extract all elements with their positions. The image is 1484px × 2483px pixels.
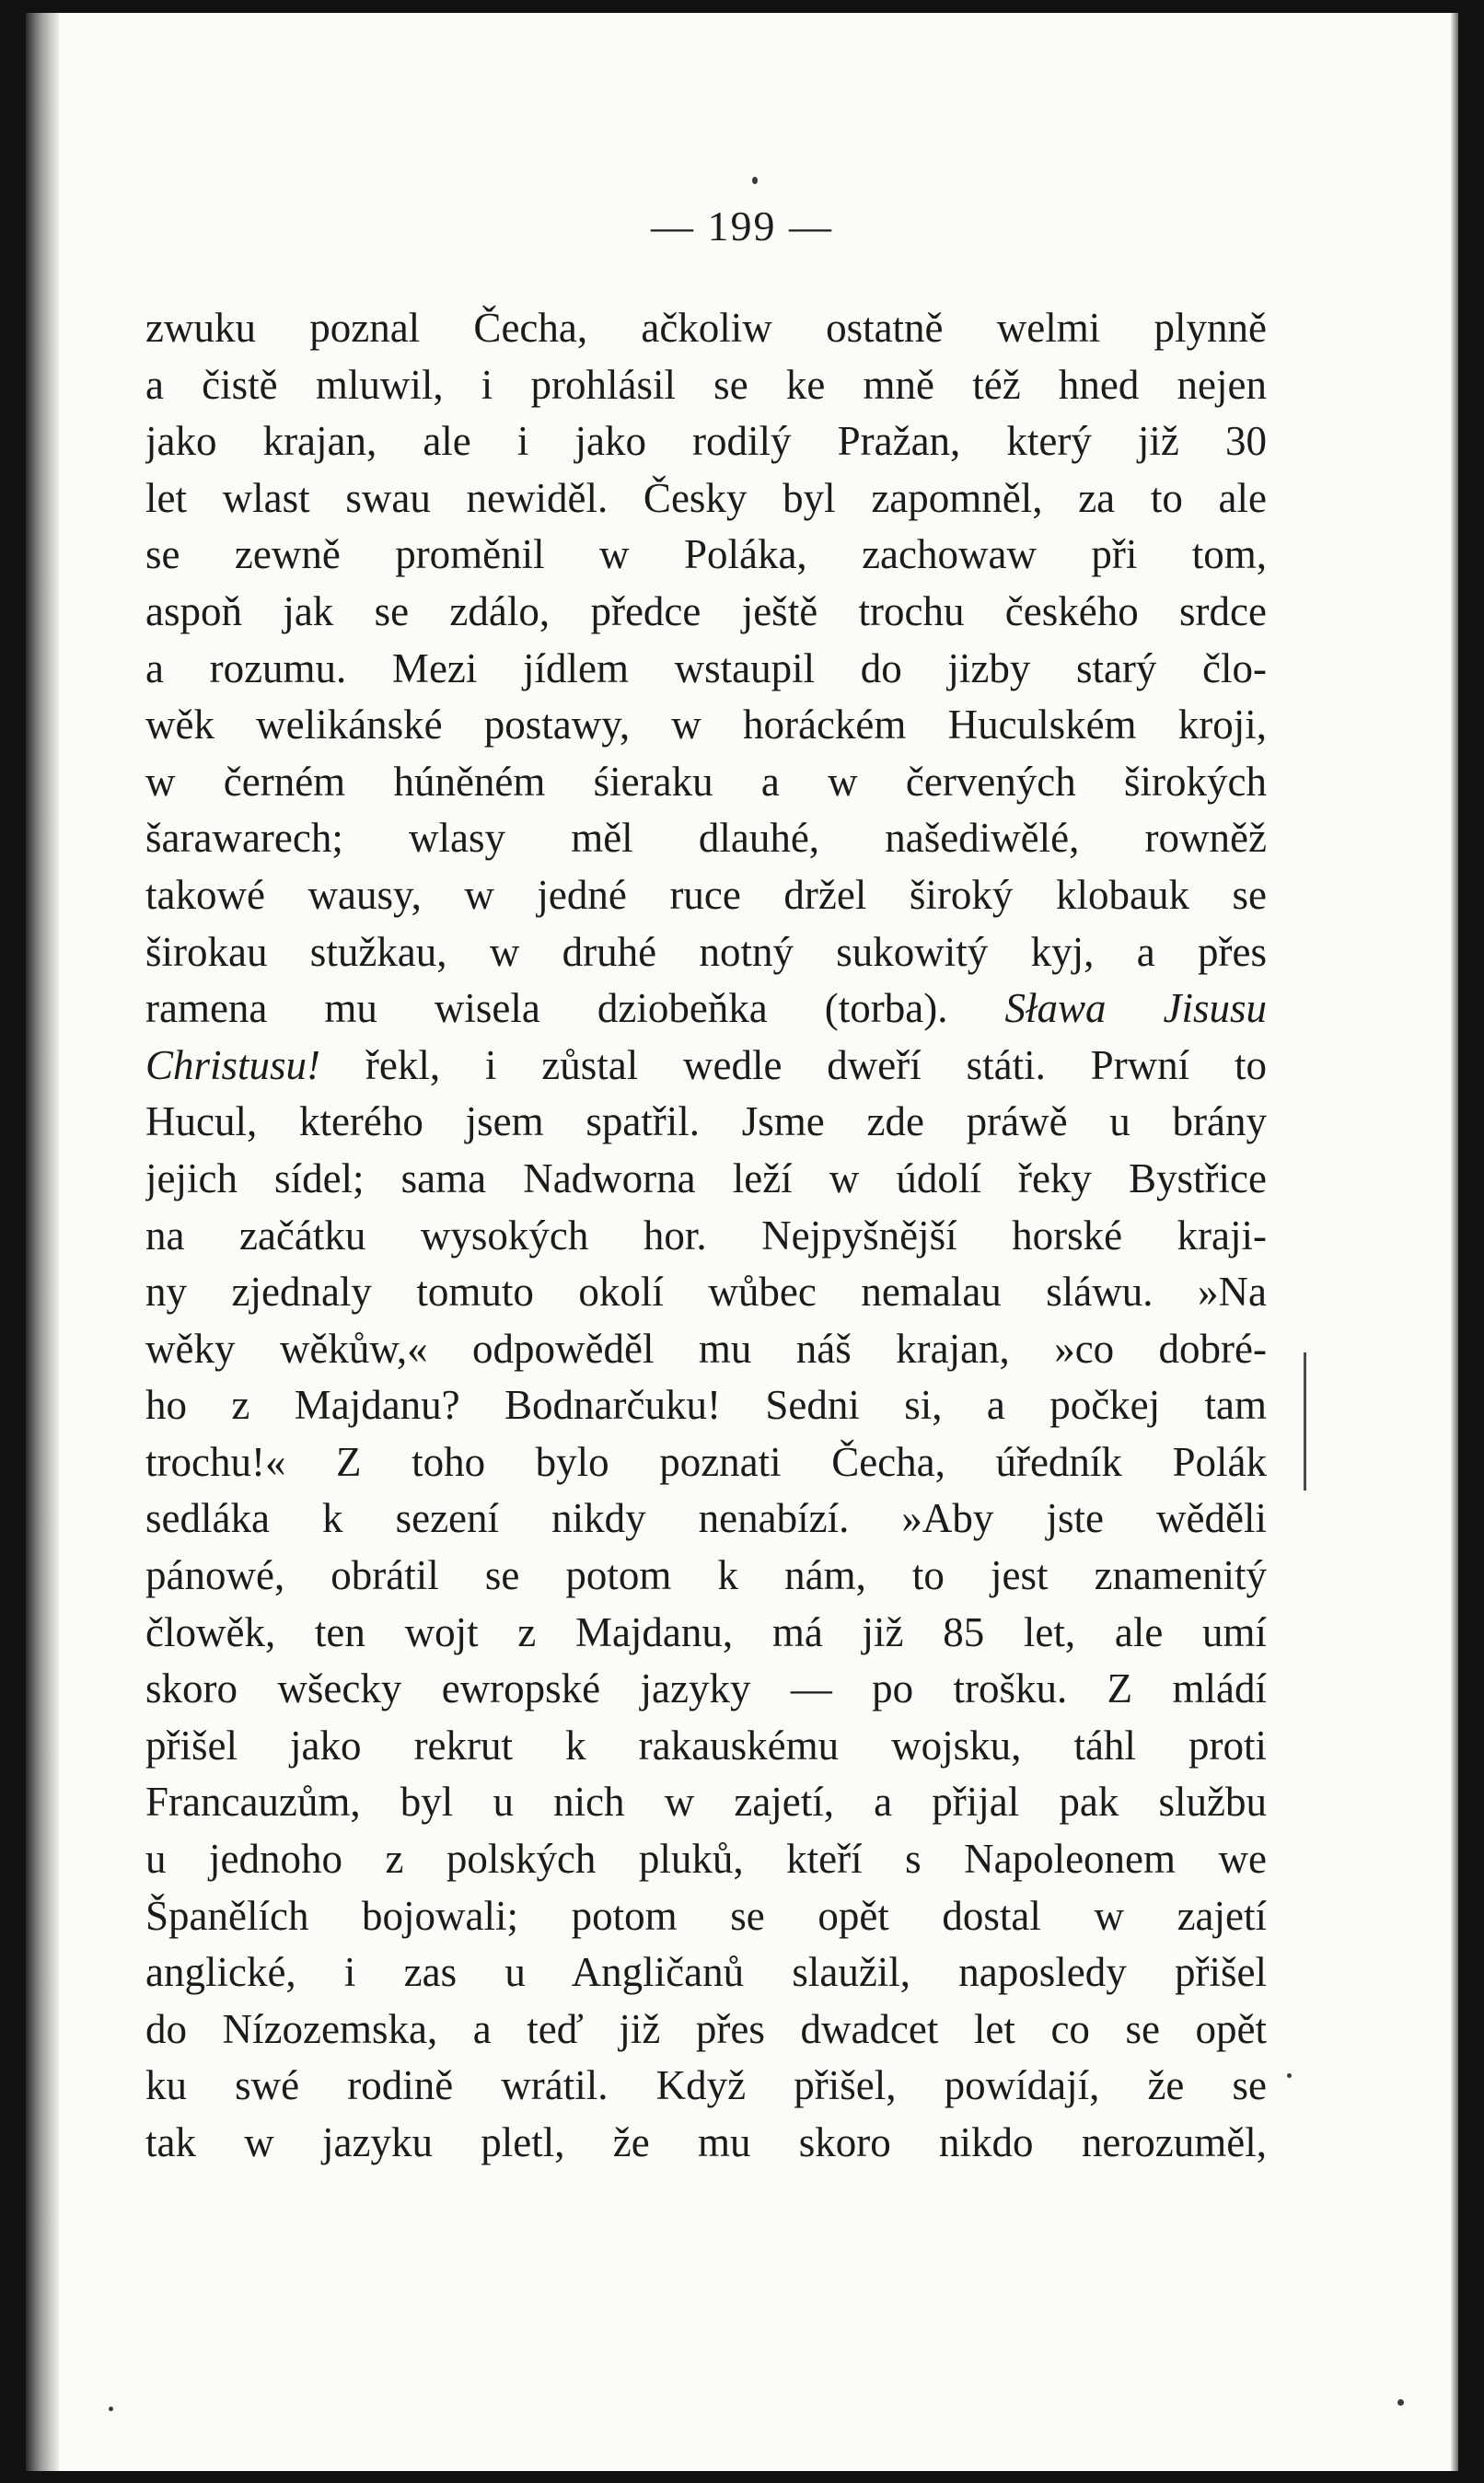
italic-phrase: Christusu! <box>145 1041 321 1088</box>
text-line: let wlast swau newiděl. Česky byl zapomněl, za to ale <box>145 474 1267 521</box>
page-edge <box>1451 13 1458 2471</box>
text-line: na začátku wysokých hor. Nejpyšnější horské kraji- <box>145 1212 1267 1259</box>
text-line: ramena mu wisela dziobeňka (torba). Sława Jisusu <box>145 985 1267 1032</box>
text-line: aspoň jak se zdálo, předce ještě trochu českého srdce <box>145 587 1267 634</box>
text-line: wěky wěkůw,« odpowěděl mu náš krajan, »co dobré- <box>145 1325 1267 1372</box>
text-line: šarawarech; wlasy měl dlauhé, našediwělé, rowněž <box>145 815 1267 862</box>
text-line: trochu!« Z toho bylo poznati Čecha, úředník Polák <box>145 1438 1267 1485</box>
page-number-header: — 199 — <box>651 203 833 249</box>
text-line: a čistě mluwil, i prohlásil se ke mně též hned nejen <box>145 361 1267 408</box>
book-page <box>26 13 1458 2471</box>
text-line: w černém húněném śieraku a w červených širokých <box>145 758 1267 805</box>
gutter-shadow <box>26 13 59 2471</box>
text-line: sedláka k sezení nikdy nenabízí. »Aby jste wěděli <box>145 1495 1267 1542</box>
text-line: takowé wausy, w jedné ruce držel široký klobauk se <box>145 871 1267 918</box>
print-speck <box>109 2407 113 2411</box>
text-line: jako krajan, ale i jako rodilý Pražan, který již 30 <box>145 418 1267 465</box>
text-line: u jednoho z polských pluků, kteří s Napoleonem we <box>145 1836 1267 1883</box>
text-line: do Nízozemska, a teď již přes dwadcet let co se opět <box>145 2005 1267 2052</box>
text-line: se zewně proměnil w Poláka, zachowaw při tom, <box>145 531 1267 578</box>
text-line: zwuku poznal Čecha, ačkoliw ostatně welmi plynně <box>145 305 1267 351</box>
text-line: Christusu! řekl, i zůstal wedle dweří státi. Prwní to <box>145 1041 1267 1088</box>
text-line: ku swé rodině wrátil. Když přišel, powídají, že se <box>145 2062 1267 2109</box>
text-line: skoro wšecky ewropské jazyky — po trošku. Z mládí <box>145 1665 1267 1712</box>
text-line: přišel jako rekrut k rakauskému wojsku, táhl proti <box>145 1722 1267 1769</box>
print-speck <box>1287 2073 1292 2078</box>
text-line: tak w jazyku pletl, že mu skoro nikdo nerozuměl, <box>145 2119 1267 2165</box>
text-line: anglické, i zas u Angličanů slaužil, naposledy přišel <box>145 1949 1267 1996</box>
text-line: člowěk, ten wojt z Majdanu, má již 85 let, ale umí <box>145 1608 1267 1655</box>
italic-phrase: Sława Jisusu <box>1004 985 1267 1032</box>
text-line: jejich sídel; sama Nadworna leží w údolí řeky Bystřice <box>145 1154 1267 1201</box>
text-line: Francauzům, byl u nich w zajetí, a přijal pak službu <box>145 1779 1267 1826</box>
text-line: Hucul, kterého jsem spatřil. Jsme zde práwě u brány <box>145 1098 1267 1145</box>
text-line: pánowé, obrátil se potom k nám, to jest znamenitý <box>145 1552 1267 1599</box>
print-speck <box>752 177 758 184</box>
text-line: Španělích bojowali; potom se opět dostal w zajetí <box>145 1892 1267 1939</box>
text-line: širokau stužkau, w druhé notný sukowitý kyj, a přes <box>145 928 1267 975</box>
text-line: ny zjednaly tomuto okolí wůbec nemalau sláwu. »Na <box>145 1269 1267 1316</box>
print-speck <box>1397 2399 1404 2406</box>
text-line: wěk welikánské postawy, w horáckém Huculském kroji, <box>145 702 1267 748</box>
text-line: ho z Majdanu? Bodnarčuku! Sedni si, a počkej tam <box>145 1382 1267 1429</box>
text-line: a rozumu. Mezi jídlem wstaupil do jizby starý člo- <box>145 644 1267 691</box>
margin-mark <box>1304 1352 1306 1491</box>
body-text <box>145 300 1267 2172</box>
